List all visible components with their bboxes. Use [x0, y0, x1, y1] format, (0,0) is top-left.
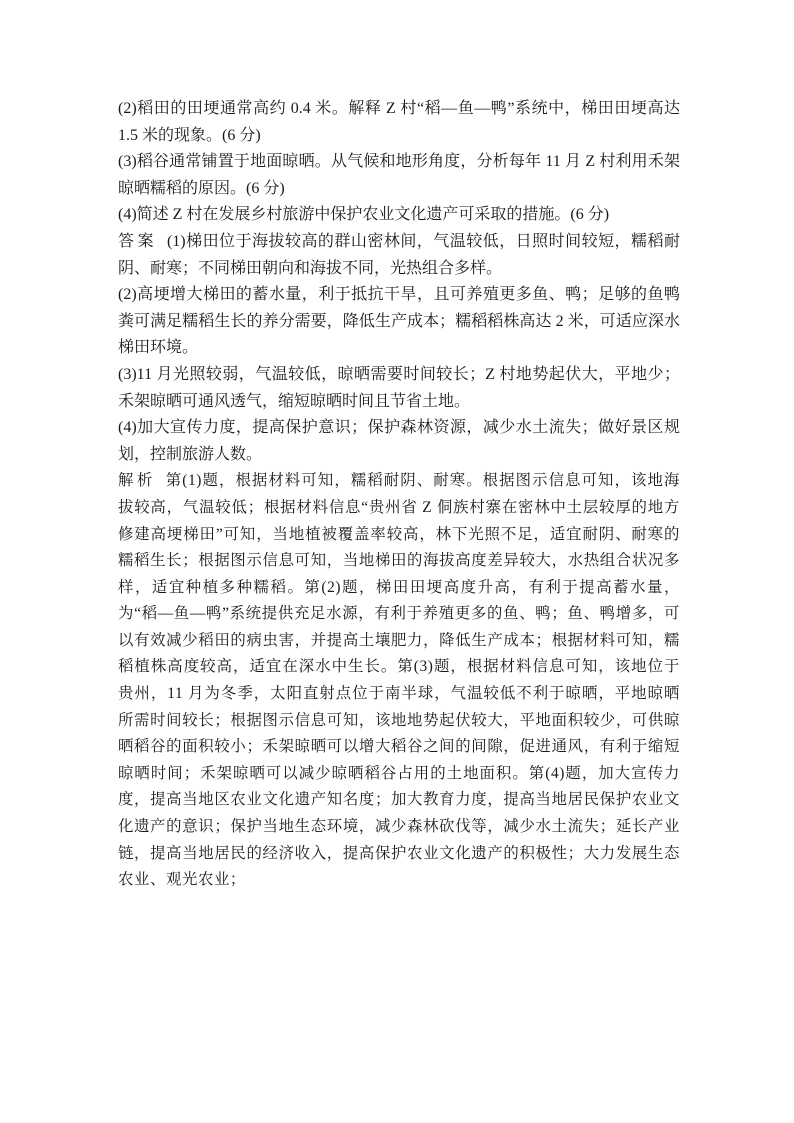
- analysis: [118, 468, 680, 894]
- question-4: (4)简述 Z 村在发展乡村旅游中保护农业文化遗产可采取的措施。(6 分): [118, 206, 610, 224]
- analysis-text: 第(1)题，根据材料可知，糯稻耐阴、耐寒。根据图示信息可知，该地海拔较高，气温较低；根据材料信息“贵州省 Z 侗族村寨在密林中土层较厚的地方修建高埂梯田”可知，当地植被覆盖率较高，林下光照不足，适宜耐阴、耐寒的糯稻生长；根据图示信息可知，当地梯田的海拔高度差异较大，水热组合状况多样，适宜种植多种糯稻。第(2)题，梯田田埂高度升高，有利于提高蓄水量，为“稻—鱼—鸭”系统提供充足水源，有利于养殖更多的鱼、鸭；鱼、鸭增多，可以有效减少稻田的病虫害，并提高土壤肥力，降低生产成本；根据材料可知，糯稻植株高度较高，适宜在深水中生长。第(3)题，根据材料信息可知，该地位于贵州，11 月为冬季，太阳直射点位于南半球，气温较低不利于晾晒，平地晾晒所需时间较长；根据图示信息可知，该地地势起伏较大，平地面积较少，可供晾晒稻谷的面积较小；禾架晾晒可以增大稻谷之间的间隙，促进通风，有利于缩短晾晒时间；禾架晾晒可以减少晾晒稻谷占用的土地面积。第(4)题，加大宣传力度，提高当地区农业文化遗产知名度；加大教育力度，提高当地居民保护农业文化遗产的意识；保护当地生态环境，减少森林砍伐等，减少水土流失；延长产业链，提高当地居民的经济收入，提高保护农业文化遗产的积极性；大力发展生态农业、观光农业；: [118, 472, 680, 889]
- question-2: (2)稻田的田埂通常高约 0.4 米。解释 Z 村“稻—鱼—鸭”系统中，梯田田埂高达 1.5 米的现象。(6 分): [118, 100, 680, 144]
- answer-label: 答案: [118, 232, 157, 250]
- answer-1: [118, 229, 680, 282]
- answer-1-text: (1)梯田位于海拔较高的群山密林间，气温较低，日照时间较短，糯稻耐阴、耐寒；不同梯田朝向和海拔不同，光热组合多样。: [118, 232, 680, 277]
- analysis-label: 解析: [118, 472, 156, 490]
- answer-3: (3)11 月光照较弱，气温较低，晾晒需要时间较长；Z 村地势起伏大，平地少；禾架晾晒可通风透气，缩短晾晒时间且节省土地。: [118, 365, 680, 410]
- answer-2: (2)高埂增大梯田的蓄水量，利于抵抗干旱，且可养殖更多鱼、鸭；足够的鱼鸭粪可满足糯稻生长的养分需要，降低生产成本；糯稻稻株高达 2 米，可适应深水梯田环境。: [118, 286, 680, 357]
- document-page: [118, 96, 680, 894]
- answer-4: (4)加大宣传力度，提高保护意识；保护森林资源，减少水土流失；做好景区规划，控制旅游人数。: [118, 419, 680, 463]
- question-3: (3)稻谷通常铺置于地面晾晒。从气候和地形角度，分析每年 11 月 Z 村利用禾架晾晒糯稻的原因。(6 分): [118, 153, 680, 197]
